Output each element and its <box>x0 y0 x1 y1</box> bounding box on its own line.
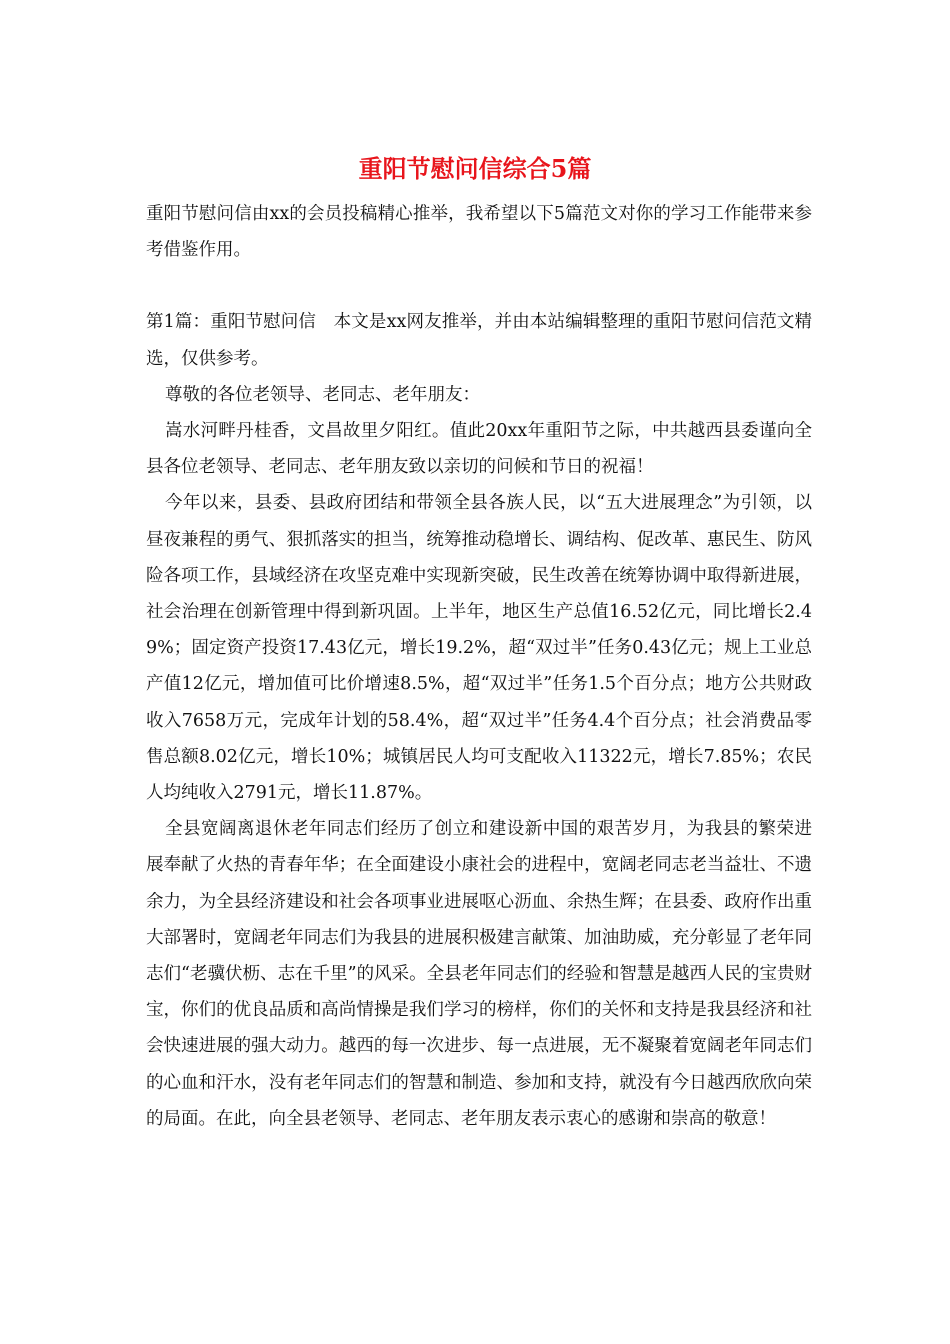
body-paragraph-3: 全县宽阔离退休老年同志们经历了创立和建设新中国的艰苦岁月，为我县的繁荣进展奉献了火热的青春年华；在全面建设小康社会的进程中，宽阔老同志老当益壮、不遗余力，为全县经济建设和社会各项事业进展呕心沥血、余热生辉；在县委、政府作出重大部署时，宽阔老年同志们为我县的进展积极建言献策、加油助威，充分彰显了老年同志们“老骥伏枥、志在千里”的风采。全县老年同志们的经验和智慧是越西人民的宝贵财宝，你们的优良品质和高尚情操是我们学习的榜样，你们的关怀和支持是我县经济和社会快速进展的强大动力。越西的每一次进步、每一点进展，无不凝聚着宽阔老年同志们的心血和汗水，没有老年同志们的智慧和制造、参加和支持，就没有今日越西欣欣向荣的局面。在此，向全县老领导、老同志、老年朋友表示衷心的感谢和崇高的敬意！ <box>146 819 812 1129</box>
intro-paragraph: 重阳节慰问信由xx的会员投稿精心推举，我希望以下5篇范文对你的学习工作能带来参考借鉴作用。 <box>146 204 812 261</box>
greeting-line: 尊敬的各位老领导、老同志、老年朋友： <box>165 384 480 405</box>
document-title: 重阳节慰问信综合5篇 <box>358 154 592 183</box>
paragraph-spacer <box>146 268 812 304</box>
section-header: 第1篇：重阳节慰问信 本文是xx网友推举，并由本站编辑整理的重阳节慰问信范文精选，仅供参考。 <box>146 312 812 369</box>
body-paragraph-1: 嵩水河畔丹桂香，文昌故里夕阳红。值此20xx年重阳节之际，中共越西县委谨向全县各位老领导、老同志、老年朋友致以亲切的问候和节日的祝福！ <box>146 421 812 478</box>
body-paragraph-2: 今年以来，县委、县政府团结和带领全县各族人民，以“五大进展理念”为引领，以昼夜兼程的勇气、狠抓落实的担当，统筹推动稳增长、调结构、促改革、惠民生、防风险各项工作，县域经济在攻坚克难中实现新突破，民生改善在统筹协调中取得新进展，社会治理在创新管理中得到新巩固。上半年，地区生产总值16.52亿元，同比增长2.49%；固定资产投资17.43亿元，增长19.2%，超“双过半”任务0.43亿元；规上工业总产值12亿元，增加值可比价增速8.5%，超“双过半”任务1.5个百分点；地方公共财政收入7658万元，完成年计划的58.4%，超“双过半”任务4.4个百分点；社会消费品零售总额8.02亿元，增长10%；城镇居民人均可支配收入11322元，增长7.85%；农民人均纯收入2791元，增长11.87%。 <box>146 493 812 804</box>
document-body <box>146 196 812 1137</box>
